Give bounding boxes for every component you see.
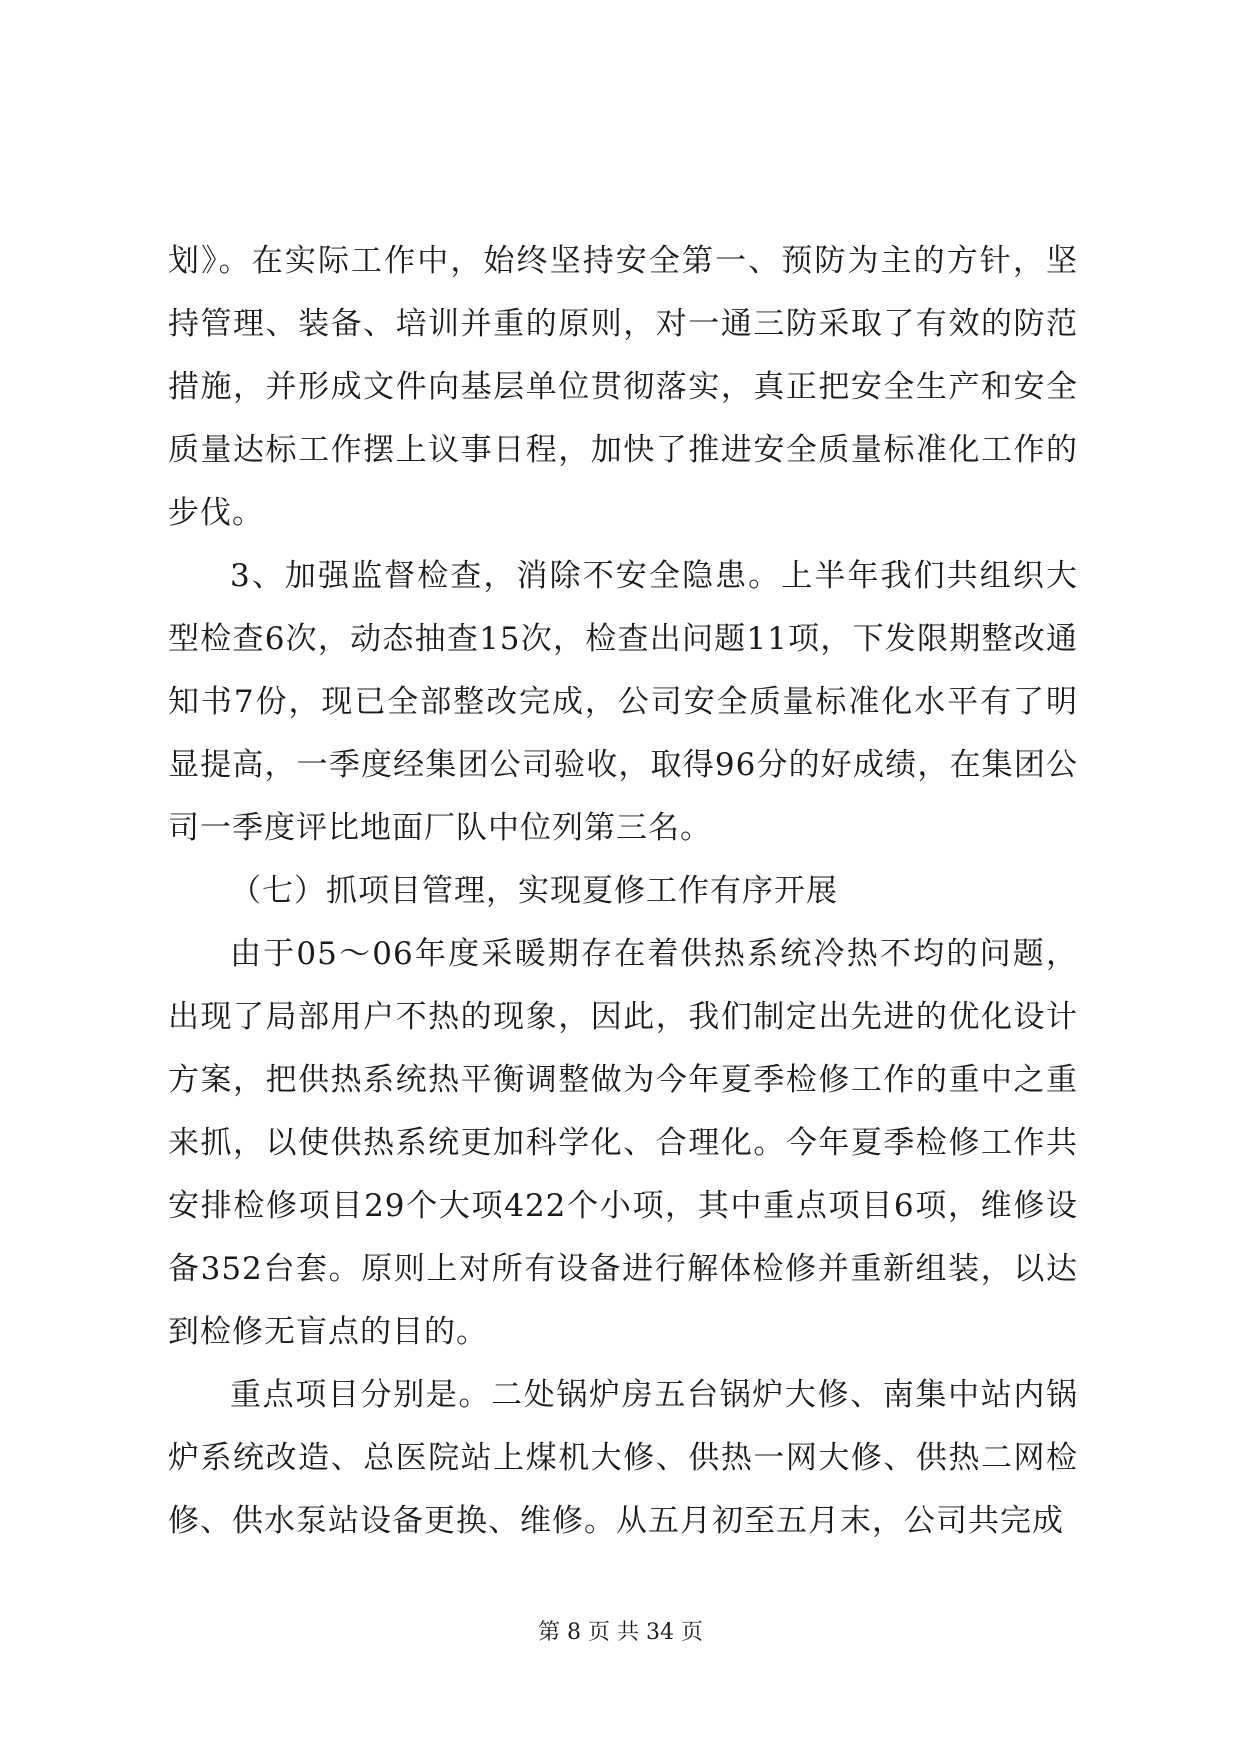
- paragraph-continuation: 划》。在实际工作中，始终坚持安全第一、预防为主的方针，坚持管理、装备、培训并重的原则，对一通三防采取了有效的防范措施，并形成文件向基层单位贯彻落实，真正把安全生产和安全质量达标工作摆上议事日程，加快了推进安全质量标准化工作的步伐。: [168, 243, 1078, 531]
- page-footer: 第 8 页 共 34 页: [538, 1620, 703, 1645]
- section-heading: （七）抓项目管理，实现夏修工作有序开展: [230, 873, 838, 909]
- paragraph-inspection: 3、加强监督检查，消除不安全隐患。上半年我们共组织大型检查6次，动态抽查15次，检查出问题11项，下发限期整改通知书7份，现已全部整改完成，公司安全质量标准化水平有了明显提高，一季度经集团公司验收，取得96分的好成绩，在集团公司一季度评比地面厂队中位列第三名。: [168, 558, 1078, 846]
- paragraph-summer-maintenance: 由于05～06年度采暖期存在着供热系统冷热不均的问题，出现了局部用户不热的现象，因此，我们制定出先进的优化设计方案，把供热系统热平衡调整做为今年夏季检修工作的重中之重来抓，以使供热系统更加科学化、合理化。今年夏季检修工作共安排检修项目29个大项422个小项，其中重点项目6项，维修设备352台套。原则上对所有设备进行解体检修并重新组装，以达到检修无盲点的目的。: [168, 936, 1078, 1350]
- paragraph-key-projects: 重点项目分别是。二处锅炉房五台锅炉大修、南集中站内锅炉系统改造、总医院站上煤机大修、供热一网大修、供热二网检修、供水泵站设备更换、维修。从五月初至五月末，公司共完成: [168, 1377, 1078, 1539]
- body-text: [168, 230, 1078, 1553]
